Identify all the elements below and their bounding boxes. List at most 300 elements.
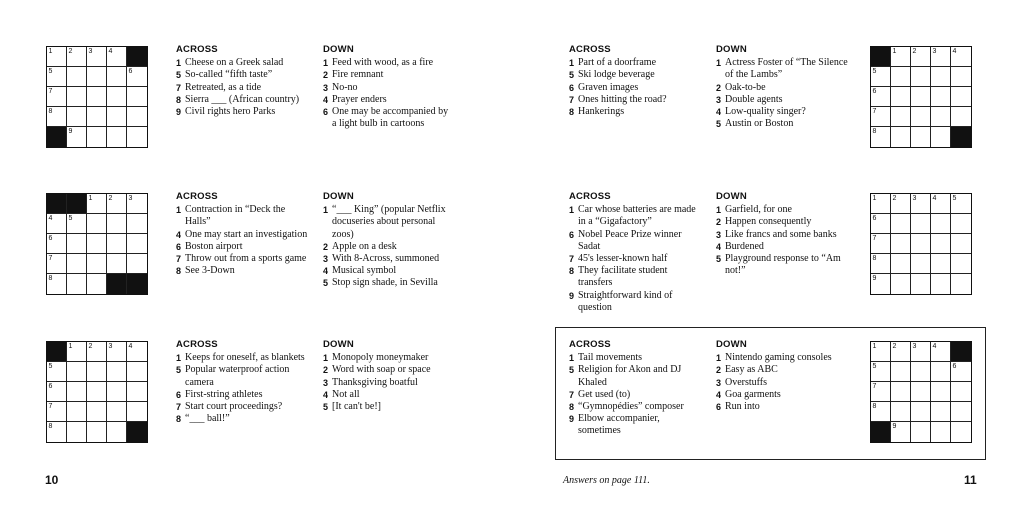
grid-cell[interactable]: [931, 362, 951, 382]
grid-cell[interactable]: [67, 87, 87, 107]
clue-text: Happen consequently: [725, 216, 812, 228]
grid-cell[interactable]: [891, 342, 911, 362]
grid-cell[interactable]: [891, 47, 911, 67]
grid-cell[interactable]: [67, 127, 87, 147]
clue-item: [323, 364, 453, 376]
grid-cell[interactable]: [87, 274, 107, 294]
black-square: [127, 47, 147, 67]
grid-cell[interactable]: [107, 107, 127, 127]
grid-cell[interactable]: [107, 47, 127, 67]
across-clues: [569, 44, 704, 118]
grid-cell[interactable]: [127, 107, 147, 127]
cell-number: 8: [872, 403, 877, 410]
down-clues: [323, 44, 453, 130]
grid-cell[interactable]: [931, 107, 951, 127]
grid-cell[interactable]: [911, 87, 931, 107]
clue-text: So-called “fifth taste”: [185, 69, 273, 81]
cell-number: 7: [48, 88, 53, 95]
clue-item: [323, 389, 453, 401]
across-clues: [569, 339, 704, 438]
grid-cell[interactable]: [127, 342, 147, 362]
grid-cell[interactable]: [891, 274, 911, 294]
clue-text: Fire remnant: [332, 69, 384, 81]
grid-cell[interactable]: [47, 274, 67, 294]
grid-cell[interactable]: [47, 214, 67, 234]
clue-text: Popular waterproof action camera: [185, 364, 290, 388]
black-square: [47, 194, 67, 214]
cell-number: 1: [892, 48, 897, 55]
grid-cell[interactable]: [911, 382, 931, 402]
grid-cell[interactable]: [127, 67, 147, 87]
grid-cell[interactable]: [47, 422, 67, 442]
grid-cell[interactable]: [911, 107, 931, 127]
crossword-grid[interactable]: [870, 193, 972, 295]
cell-number: 8: [872, 255, 877, 262]
clue-text: With 8-Across, summoned: [332, 253, 440, 265]
clue-text: Double agents: [725, 93, 783, 105]
cell-number: 2: [912, 48, 917, 55]
crossword-grid[interactable]: [46, 193, 148, 295]
clue-text: Hankerings: [578, 106, 625, 118]
clue-item: [569, 69, 704, 81]
down-clues: [323, 191, 453, 290]
clue-text: Nobel Peace Prize winner Sadat: [578, 228, 682, 252]
grid-cell[interactable]: [87, 107, 107, 127]
grid-cell[interactable]: [871, 194, 891, 214]
clue-number: 8: [176, 94, 182, 105]
across-heading: ACROSS: [176, 339, 218, 350]
clue-text: Austin or Boston: [725, 118, 794, 130]
grid-cell[interactable]: [871, 382, 891, 402]
grid-cell[interactable]: [891, 214, 911, 234]
clue-text: Easy as ABC: [725, 364, 778, 376]
clue-number: 1: [569, 58, 575, 69]
grid-cell[interactable]: [127, 127, 147, 147]
clue-text: Elbow accompanier, sometimes: [578, 413, 660, 437]
grid-cell[interactable]: [47, 402, 67, 422]
grid-cell[interactable]: [891, 107, 911, 127]
grid-cell[interactable]: [891, 194, 911, 214]
clue-text: Word with soap or space: [332, 364, 431, 376]
cell-number: 1: [48, 48, 53, 55]
grid-cell[interactable]: [127, 402, 147, 422]
grid-cell[interactable]: [871, 234, 891, 254]
clue-number: 1: [176, 353, 182, 364]
grid-cell[interactable]: [67, 382, 87, 402]
grid-cell[interactable]: [87, 194, 107, 214]
clue-number: 2: [716, 365, 722, 376]
grid-cell[interactable]: [87, 402, 107, 422]
clue-item: [569, 389, 704, 401]
grid-cell[interactable]: [911, 47, 931, 67]
cell-number: 4: [108, 48, 113, 55]
clue-number: 3: [323, 82, 329, 93]
clue-text: Low-quality singer?: [725, 106, 806, 118]
grid-cell[interactable]: [951, 254, 971, 274]
grid-cell[interactable]: [871, 254, 891, 274]
cell-number: 2: [892, 343, 897, 350]
crossword-grid[interactable]: [870, 341, 972, 443]
clue-item: [716, 253, 851, 277]
grid-cell[interactable]: [891, 254, 911, 274]
across-clues: [176, 44, 311, 118]
cell-number: 3: [108, 343, 113, 350]
cell-number: 8: [48, 108, 53, 115]
grid-cell[interactable]: [107, 342, 127, 362]
clue-number: 7: [176, 254, 182, 265]
clue-number: 4: [716, 107, 722, 118]
grid-cell[interactable]: [67, 254, 87, 274]
grid-cell[interactable]: [87, 422, 107, 442]
clue-number: 1: [716, 353, 722, 364]
grid-cell[interactable]: [931, 342, 951, 362]
clue-number: 3: [716, 229, 722, 240]
grid-cell[interactable]: [871, 362, 891, 382]
grid-cell[interactable]: [891, 87, 911, 107]
grid-cell[interactable]: [911, 362, 931, 382]
grid-cell[interactable]: [871, 127, 891, 147]
cell-number: 9: [872, 275, 877, 282]
clue-number: 1: [569, 205, 575, 216]
clue-number: 5: [716, 119, 722, 130]
grid-cell[interactable]: [871, 107, 891, 127]
clue-number: 5: [176, 365, 182, 376]
grid-cell[interactable]: [47, 87, 67, 107]
clue-item: [716, 204, 851, 216]
grid-cell[interactable]: [891, 67, 911, 87]
grid-cell[interactable]: [931, 274, 951, 294]
grid-cell[interactable]: [951, 234, 971, 254]
clue-text: See 3-Down: [185, 265, 235, 277]
grid-cell[interactable]: [127, 254, 147, 274]
grid-cell[interactable]: [47, 67, 67, 87]
cell-number: 7: [48, 255, 53, 262]
across-clues: [176, 191, 311, 277]
grid-cell[interactable]: [87, 87, 107, 107]
clue-item: [323, 277, 453, 289]
clue-text: Apple on a desk: [332, 240, 397, 252]
clue-item: [176, 106, 311, 118]
clue-item: [176, 401, 311, 413]
clue-text: Part of a doorframe: [578, 57, 657, 69]
black-square: [127, 274, 147, 294]
clue-number: 8: [569, 266, 575, 277]
down-heading: DOWN: [323, 191, 354, 202]
clue-item: [323, 265, 453, 277]
clue-item: [176, 69, 311, 81]
grid-cell[interactable]: [87, 342, 107, 362]
black-square: [127, 422, 147, 442]
clue-number: 2: [716, 82, 722, 93]
clue-item: [716, 106, 851, 118]
grid-cell[interactable]: [951, 87, 971, 107]
grid-cell[interactable]: [67, 402, 87, 422]
clue-text: One may be accompanied by a light bulb in cartoons: [332, 106, 449, 130]
grid-cell[interactable]: [107, 194, 127, 214]
grid-cell[interactable]: [127, 382, 147, 402]
grid-cell[interactable]: [87, 67, 107, 87]
clue-number: 2: [323, 241, 329, 252]
grid-cell[interactable]: [911, 274, 931, 294]
clue-item: [176, 57, 311, 69]
clue-number: 5: [323, 402, 329, 413]
clue-number: 7: [569, 254, 575, 265]
crossword-grid[interactable]: [46, 46, 148, 148]
clue-number: 6: [569, 82, 575, 93]
grid-cell[interactable]: [931, 87, 951, 107]
grid-cell[interactable]: [87, 214, 107, 234]
clue-text: Stop sign shade, in Sevilla: [332, 277, 438, 289]
grid-cell[interactable]: [107, 87, 127, 107]
clue-number: 7: [569, 94, 575, 105]
grid-cell[interactable]: [871, 402, 891, 422]
clue-text: Boston airport: [185, 240, 243, 252]
grid-cell[interactable]: [67, 274, 87, 294]
cell-number: 2: [68, 48, 73, 55]
clue-text: Retreated, as a tide: [185, 81, 262, 93]
clue-item: [176, 364, 311, 388]
clue-number: 5: [716, 254, 722, 265]
grid-cell[interactable]: [67, 422, 87, 442]
grid-cell[interactable]: [911, 67, 931, 87]
grid-cell[interactable]: [911, 254, 931, 274]
grid-cell[interactable]: [107, 362, 127, 382]
grid-cell[interactable]: [87, 234, 107, 254]
clue-item: [176, 82, 311, 94]
clue-item: [176, 94, 311, 106]
grid-cell[interactable]: [127, 194, 147, 214]
grid-cell[interactable]: [891, 127, 911, 147]
grid-cell[interactable]: [931, 47, 951, 67]
cell-number: 8: [872, 128, 877, 135]
grid-cell[interactable]: [107, 234, 127, 254]
grid-cell[interactable]: [931, 194, 951, 214]
clue-text: Religion for Akon and DJ Khaled: [578, 364, 682, 388]
cell-number: 6: [952, 363, 957, 370]
cell-number: 2: [892, 195, 897, 202]
cell-number: 9: [892, 423, 897, 430]
clue-text: Thanksgiving boatful: [332, 376, 418, 388]
clue-number: 5: [569, 70, 575, 81]
grid-cell[interactable]: [931, 254, 951, 274]
grid-cell[interactable]: [107, 422, 127, 442]
grid-cell[interactable]: [891, 382, 911, 402]
black-square: [871, 47, 891, 67]
cell-number: 3: [912, 343, 917, 350]
grid-cell[interactable]: [47, 382, 67, 402]
down-heading: DOWN: [323, 339, 354, 350]
page-number-left: 10: [45, 473, 59, 487]
clue-text: “___ King” (popular Netflix docuseries about personal zoos): [332, 204, 446, 240]
grid-cell[interactable]: [127, 87, 147, 107]
down-heading: DOWN: [716, 44, 747, 55]
grid-cell[interactable]: [951, 362, 971, 382]
clue-number: 3: [716, 94, 722, 105]
clue-text: Like francs and some banks: [725, 228, 837, 240]
grid-cell[interactable]: [107, 127, 127, 147]
clue-item: [716, 364, 851, 376]
grid-cell[interactable]: [67, 107, 87, 127]
clue-number: 8: [569, 107, 575, 118]
cell-number: 7: [48, 403, 53, 410]
clue-text: Sierra ___ (African country): [185, 93, 300, 105]
grid-cell[interactable]: [67, 67, 87, 87]
clue-number: 4: [716, 241, 722, 252]
clue-item: [176, 229, 311, 241]
down-clues: [716, 44, 851, 130]
grid-cell[interactable]: [87, 47, 107, 67]
grid-cell[interactable]: [107, 382, 127, 402]
cell-number: 6: [48, 235, 53, 242]
crossword-grid[interactable]: [870, 46, 972, 148]
grid-cell[interactable]: [951, 47, 971, 67]
grid-cell[interactable]: [47, 107, 67, 127]
across-heading: ACROSS: [176, 191, 218, 202]
clue-number: 7: [176, 82, 182, 93]
grid-cell[interactable]: [871, 87, 891, 107]
grid-cell[interactable]: [47, 362, 67, 382]
grid-cell[interactable]: [87, 362, 107, 382]
grid-cell[interactable]: [107, 402, 127, 422]
grid-cell[interactable]: [47, 47, 67, 67]
clue-item: [569, 401, 704, 413]
grid-cell[interactable]: [911, 402, 931, 422]
grid-cell[interactable]: [931, 127, 951, 147]
cell-number: 1: [872, 195, 877, 202]
grid-cell[interactable]: [951, 194, 971, 214]
clue-item: [569, 265, 704, 289]
grid-cell[interactable]: [871, 274, 891, 294]
clue-item: [323, 401, 453, 413]
cell-number: 5: [872, 363, 877, 370]
clue-number: 5: [176, 70, 182, 81]
cell-number: 5: [68, 215, 73, 222]
grid-cell[interactable]: [931, 67, 951, 87]
clue-text: No-no: [332, 81, 358, 93]
clue-text: 45's lesser-known half: [578, 253, 668, 265]
grid-cell[interactable]: [67, 342, 87, 362]
grid-cell[interactable]: [931, 382, 951, 402]
cell-number: 6: [872, 88, 877, 95]
down-clues: [323, 339, 453, 413]
cell-number: 7: [872, 235, 877, 242]
clue-item: [569, 57, 704, 69]
grid-cell[interactable]: [931, 234, 951, 254]
grid-cell[interactable]: [871, 342, 891, 362]
grid-cell[interactable]: [47, 254, 67, 274]
grid-cell[interactable]: [871, 214, 891, 234]
grid-cell[interactable]: [911, 214, 931, 234]
across-heading: ACROSS: [569, 191, 611, 202]
grid-cell[interactable]: [67, 214, 87, 234]
crossword-grid[interactable]: [46, 341, 148, 443]
black-square: [871, 422, 891, 442]
grid-cell[interactable]: [871, 67, 891, 87]
clue-number: 2: [323, 70, 329, 81]
clue-number: 8: [176, 414, 182, 425]
grid-cell[interactable]: [911, 234, 931, 254]
clue-number: 2: [323, 365, 329, 376]
cell-number: 3: [88, 48, 93, 55]
clue-item: [569, 94, 704, 106]
grid-cell[interactable]: [891, 422, 911, 442]
grid-cell[interactable]: [87, 254, 107, 274]
grid-cell[interactable]: [87, 127, 107, 147]
clue-number: 6: [176, 241, 182, 252]
page-number-right: 11: [964, 473, 977, 487]
grid-cell[interactable]: [107, 254, 127, 274]
grid-cell[interactable]: [911, 342, 931, 362]
grid-cell[interactable]: [951, 422, 971, 442]
cell-number: 4: [952, 48, 957, 55]
grid-cell[interactable]: [891, 362, 911, 382]
grid-cell[interactable]: [951, 274, 971, 294]
clue-item: [569, 290, 704, 314]
grid-cell[interactable]: [891, 402, 911, 422]
grid-cell[interactable]: [951, 67, 971, 87]
clue-text: Get used (to): [578, 388, 631, 400]
grid-cell[interactable]: [127, 214, 147, 234]
clue-text: [It can't be!]: [332, 401, 381, 413]
grid-cell[interactable]: [951, 107, 971, 127]
clue-number: 1: [716, 58, 722, 69]
across-heading: ACROSS: [569, 339, 611, 350]
black-square: [67, 194, 87, 214]
clue-number: 1: [323, 58, 329, 69]
grid-cell[interactable]: [911, 194, 931, 214]
cell-number: 9: [68, 128, 73, 135]
clue-item: [716, 118, 851, 130]
grid-cell[interactable]: [911, 127, 931, 147]
cell-number: 4: [48, 215, 53, 222]
grid-cell[interactable]: [911, 422, 931, 442]
grid-cell[interactable]: [891, 234, 911, 254]
grid-cell[interactable]: [931, 214, 951, 234]
clue-number: 4: [176, 229, 182, 240]
cell-number: 4: [128, 343, 133, 350]
grid-cell[interactable]: [951, 382, 971, 402]
grid-cell[interactable]: [127, 362, 147, 382]
across-clues: [569, 191, 704, 314]
grid-cell[interactable]: [87, 382, 107, 402]
grid-cell[interactable]: [951, 402, 971, 422]
clue-item: [176, 253, 311, 265]
clue-number: 7: [176, 402, 182, 413]
grid-cell[interactable]: [67, 362, 87, 382]
grid-cell[interactable]: [107, 67, 127, 87]
cell-number: 1: [872, 343, 877, 350]
clue-item: [323, 377, 453, 389]
cell-number: 5: [48, 363, 53, 370]
grid-cell[interactable]: [67, 234, 87, 254]
clue-item: [716, 94, 851, 106]
grid-cell[interactable]: [127, 234, 147, 254]
grid-cell[interactable]: [931, 402, 951, 422]
clue-item: [323, 352, 453, 364]
clue-text: Monopoly moneymaker: [332, 352, 429, 364]
clue-text: Musical symbol: [332, 265, 397, 277]
grid-cell[interactable]: [931, 422, 951, 442]
grid-cell[interactable]: [107, 214, 127, 234]
grid-cell[interactable]: [47, 234, 67, 254]
clue-text: Goa garments: [725, 388, 781, 400]
grid-cell[interactable]: [67, 47, 87, 67]
clue-text: Cheese on a Greek salad: [185, 57, 284, 69]
grid-cell[interactable]: [951, 214, 971, 234]
clue-text: Throw out from a sports game: [185, 253, 307, 265]
down-heading: DOWN: [323, 44, 354, 55]
clue-number: 3: [323, 377, 329, 388]
